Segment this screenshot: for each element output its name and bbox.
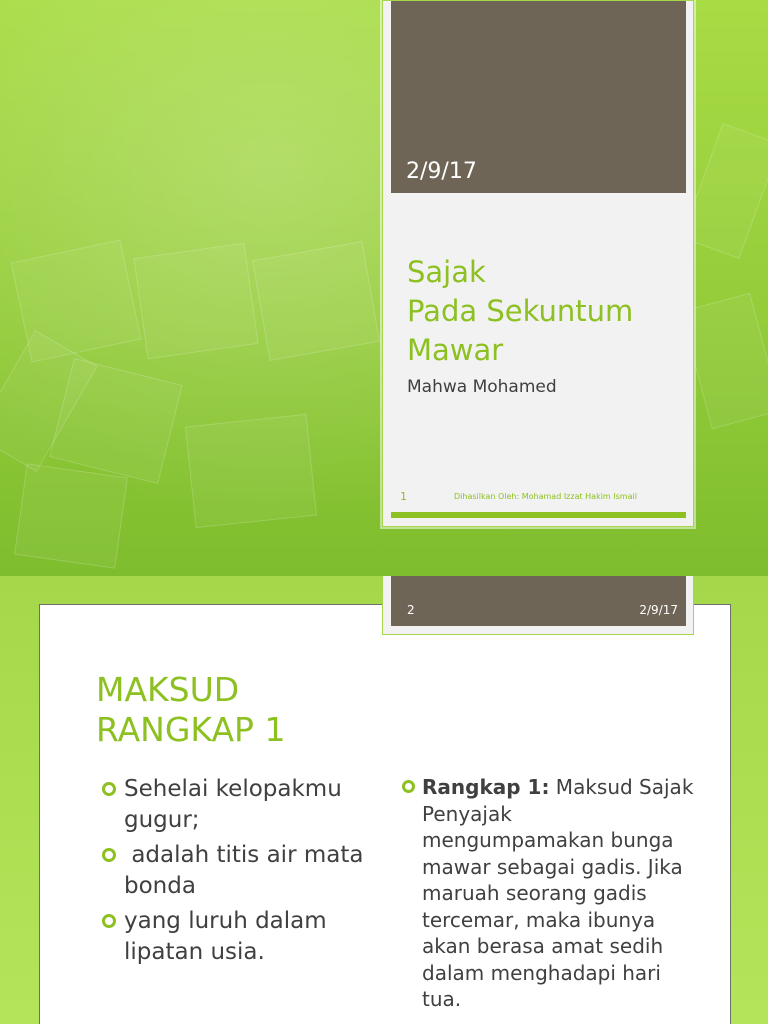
circle-bullet-icon	[102, 782, 116, 796]
list-item-text: Sehelai kelopakmu gugur;	[124, 776, 342, 833]
list-item	[100, 906, 390, 968]
slide-title	[407, 253, 687, 370]
circle-bullet-icon	[402, 780, 415, 793]
stanza-meaning-text: Maksud Sajak Penyajak mengumpamakan bunga mawar sebagai gadis. Jika maruah seorang gadis tercemar, maka ibunya akan berasa amat sedih dalam menghadapi hari tua.	[422, 775, 707, 1011]
slide-number: 2	[407, 603, 415, 617]
list-item	[400, 774, 707, 1013]
background-decoration	[681, 123, 768, 259]
slide-number: 1	[400, 490, 407, 503]
circle-bullet-icon	[102, 914, 116, 928]
poem-lines-list	[100, 774, 390, 972]
background-decoration	[14, 463, 128, 568]
accent-bar	[391, 512, 686, 518]
slide-title-line: Pada Sekuntum	[407, 294, 634, 328]
stanza-label: Rangkap 1:	[422, 775, 550, 799]
list-item	[100, 774, 390, 836]
slide-heading	[96, 670, 416, 750]
slide-date: 2/9/17	[406, 159, 477, 184]
header-card	[382, 576, 694, 635]
list-item-text: yang luruh dalam lipatan usia.	[124, 908, 327, 965]
slide-subtitle: Mahwa Mohamed	[407, 377, 557, 397]
slide-date: 2/9/17	[639, 603, 678, 617]
list-item-text: adalah titis air mata bonda	[124, 842, 371, 899]
title-card	[382, 0, 694, 527]
background-decoration	[185, 414, 317, 528]
content-slide	[0, 576, 768, 1024]
circle-bullet-icon	[102, 848, 116, 862]
slide-heading-line: MAKSUD	[96, 670, 240, 709]
background-decoration	[133, 243, 258, 360]
slide-title-line: Mawar	[407, 333, 504, 367]
background-decoration	[252, 241, 380, 361]
slide-footer: Dihasilkan Oleh: Mohamad Izzat Hakim Ismail	[454, 492, 637, 501]
list-item	[100, 840, 390, 902]
slide-heading-line: RANGKAP 1	[96, 710, 286, 749]
slide-title-line: Sajak	[407, 255, 486, 289]
meaning-list	[400, 774, 707, 1013]
header-band	[391, 576, 686, 626]
